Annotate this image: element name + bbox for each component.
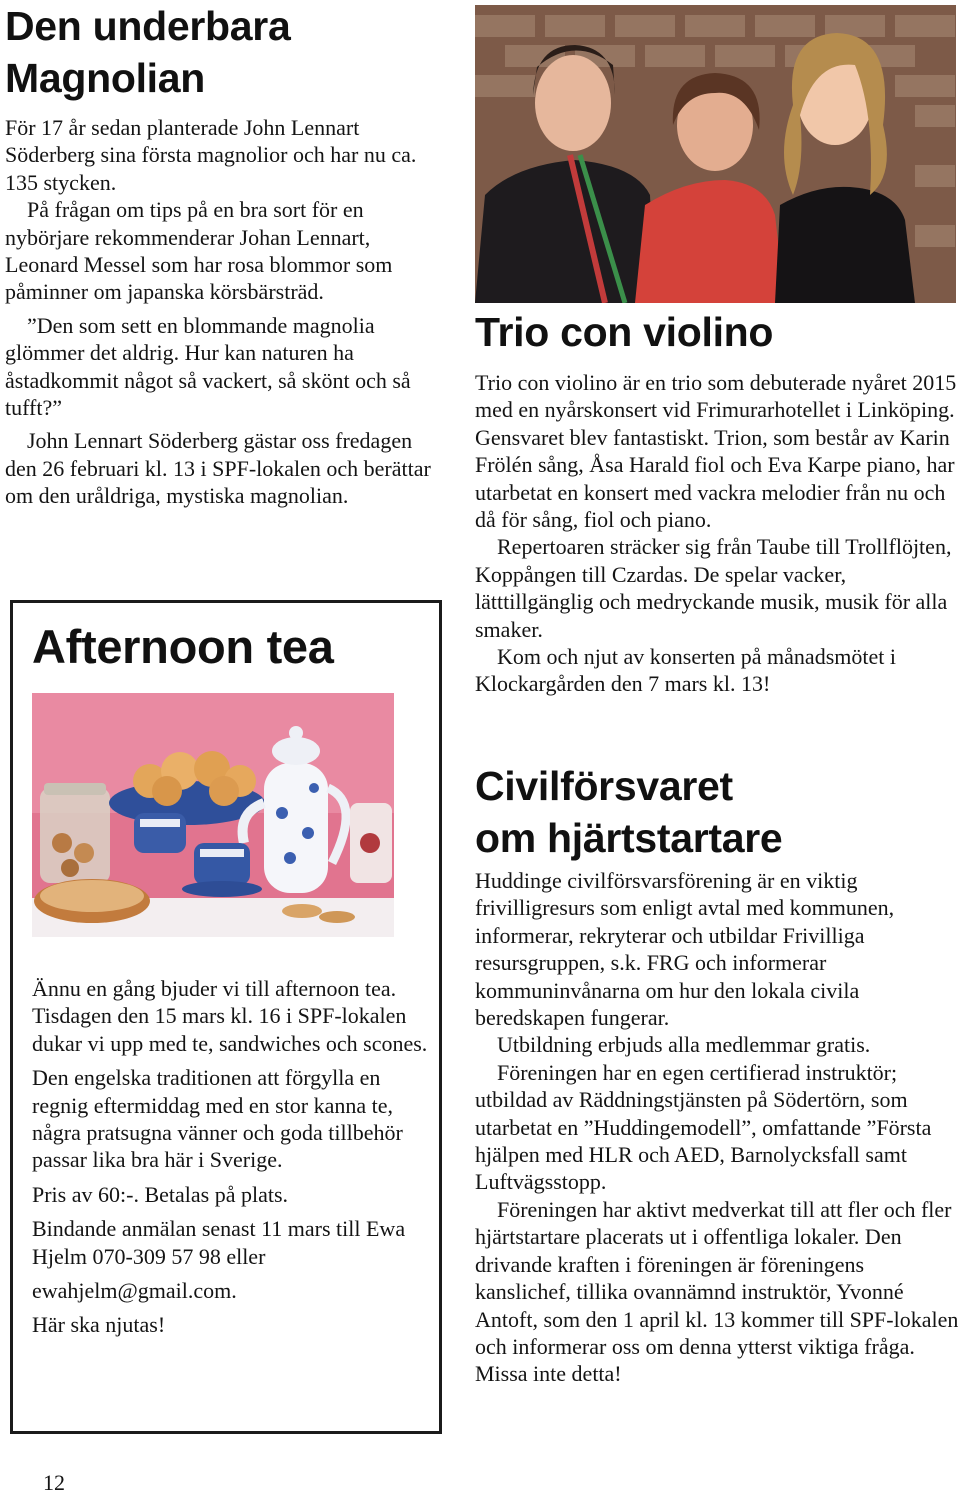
magnolia-paragraph: ”Den som sett en blommande magnolia glömmer det aldrig. Hur kan naturen ha åstadkommit något så vackert, så skönt och så tufft?” [5, 312, 411, 421]
afternoon-tea-article [32, 975, 432, 1346]
civil-heading-line1: Civilförsvaret [475, 763, 733, 809]
afternoon-tea-heading-wrap [32, 619, 432, 675]
afternoon-tea-closing: Här ska njutas! [32, 1312, 166, 1338]
civil-paragraph: Föreningen har en egen certifierad instruktör; utbildad av Räddningstjänsten på Södertörn, som utarbetat en ”Huddingemodell”, omfattande ”Första hjälpen med HLR och AED, Barnolycksfall samt Luftvägsstopp. [475, 1059, 932, 1195]
afternoon-tea-box [10, 600, 442, 1434]
afternoon-tea-photo [32, 693, 394, 937]
magnolia-heading [5, 0, 445, 104]
civil-heading [475, 760, 955, 864]
civil-paragraph: Huddinge civilförsvarsförening är en viktig frivilligresurs som enligt avtal med kommunen, informerar, rekryterar och utbildar Frivilliga resursgruppen, s.k. FRG och informerar kommuninvånarna om hur den lokala civila beredskapen fungerar. [475, 868, 895, 1031]
afternoon-tea-heading: Afternoon tea [32, 620, 334, 673]
trio-paragraph: Trio con violino är en trio som debuterade nyåret 2015 med en nyårskonsert vid Frimurarhotellet i Linköping. Gensvaret blev fantastiskt. Trion, som består av Karin Frölén sång, Åsa Harald fiol och Eva Karpe piano, har utarbetat en konsert med vackra melodier från nu och då för sång, fiol och piano. [475, 370, 957, 533]
magnolia-paragraph: För 17 år sedan planterade John Lennart Söderberg sina första magnolior och har nu ca. 135 stycken. [5, 115, 417, 195]
magnolia-article [5, 114, 437, 510]
civil-article [475, 867, 959, 1388]
magnolia-heading-line1: Den underbara [5, 3, 291, 49]
afternoon-tea-paragraph: Den engelska traditionen att förgylla en regnig eftermiddag med en stor kanna te, några pratsugna vänner och goda tillbehör passar lika bra här i Sverige. [32, 1065, 403, 1173]
trio-heading: Trio con violino [475, 309, 774, 355]
afternoon-tea-price: Pris av 60:-. Betalas på plats. [32, 1181, 289, 1207]
magnolia-paragraph: John Lennart Söderberg gästar oss fredagen den 26 februari kl. 13 i SPF-lokalen och berättar om den uråldriga, mystiska magnolian. [5, 428, 431, 509]
trio-photo [475, 5, 956, 303]
page-number: 12 [43, 1470, 65, 1495]
civil-paragraph: Föreningen har aktivt medverkat till att fler och fler hjärtstartare placerats ut i offentliga lokaler. Den drivande kraften i föreningen är föreningens kanslichef, tillika ovannämnd instruktör, Yvonné Antoft, som den 1 april kl. 13 kommer till SPF-lokalen och informerar oss om denna ytterst viktiga fråga. Missa inte detta! [475, 1196, 959, 1387]
afternoon-tea-registration: Bindande anmälan senast 11 mars till Ewa Hjelm 070-309 57 98 eller [32, 1216, 406, 1269]
civil-heading-line2: om hjärtstartare [475, 815, 783, 861]
afternoon-tea-email: ewahjelm@gmail.com. [32, 1278, 237, 1304]
afternoon-tea-paragraph: Ännu en gång bjuder vi till afternoon tea. Tisdagen den 15 mars kl. 16 i SPF-lokalen dukar vi upp med te, sandwiches och scones. [32, 976, 428, 1056]
magnolia-paragraph: På frågan om tips på en bra sort för en nybörjare rekommenderar Johan Lennart, Leonard Messel som har rosa blommor som påminner om japanska körsbärsträd. [5, 197, 393, 305]
civil-paragraph: Utbildning erbjuds alla medlemmar gratis. [497, 1032, 871, 1058]
trio-paragraph: Kom och njut av konserten på månadsmötet i Klockargården den 7 mars kl. 13! [475, 644, 896, 697]
tea-table-illustration [32, 693, 394, 937]
magnolia-heading-line2: Magnolian [5, 55, 206, 101]
trio-paragraph: Repertoaren sträcker sig från Taube till Trollflöjten, Koppången till Czardas. De spelar vacker, lätttillgänglig och medryckande musik, musik för alla smaker. [475, 534, 952, 642]
trio-portrait-illustration [475, 5, 956, 303]
trio-article [475, 369, 957, 698]
